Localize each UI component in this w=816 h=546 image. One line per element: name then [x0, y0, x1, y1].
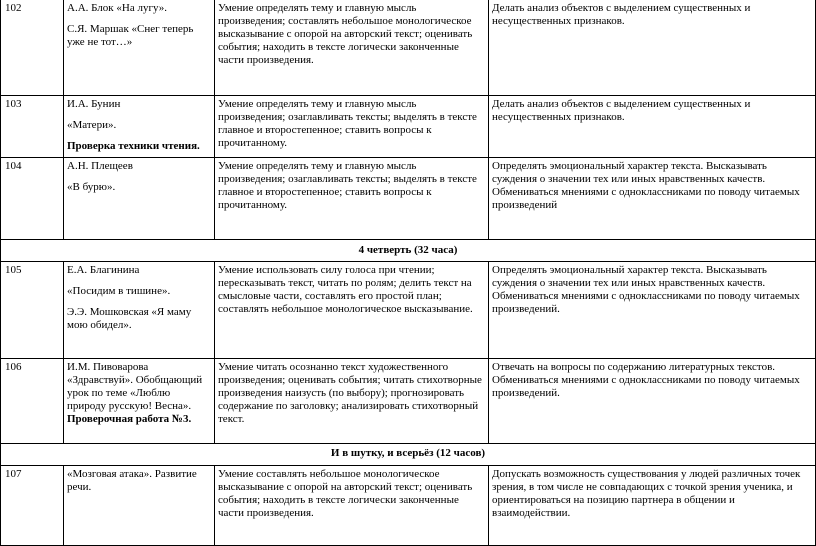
section-title: И в шутку, и всерьёз (12 часов)	[330, 447, 486, 459]
lesson-skills: Умение определять тему и главную мысль произведения; озаглавливать тексты; выделять в тексте главное и второстепенное; ставить вопросы к прочитанному.	[215, 158, 489, 239]
topic-line: «В бурю».	[67, 181, 116, 193]
topic-line-bold: Проверка техники чтения.	[67, 140, 200, 152]
lesson-number: 104	[0, 158, 64, 239]
topic-text: И.М. Пивоварова «Здравствуй». Обобщающий урок по теме «Люблю природу русскую! Весна».	[67, 361, 203, 412]
table-row	[0, 466, 816, 546]
lesson-number: 107	[0, 466, 64, 545]
table-row	[0, 158, 816, 240]
table-row	[0, 262, 816, 359]
topic-line: А.Н. Плещеев	[67, 160, 133, 172]
table-row	[0, 96, 816, 158]
topic-line: И.А. Бунин	[67, 98, 121, 110]
lesson-topic	[64, 262, 215, 358]
lesson-number: 102	[0, 0, 64, 95]
topic-line: Е.А. Благинина	[67, 264, 140, 276]
table-row	[0, 0, 816, 96]
lesson-number: 105	[0, 262, 64, 358]
lesson-skills: Умение использовать силу голоса при чтении; пересказывать текст, читать по ролям; делить текст на смысловые части, составлять его простой план; составлять небольшое монологическое высказывание.	[215, 262, 489, 358]
lesson-topic: «Мозговая атака». Развитие речи.	[64, 466, 215, 545]
lesson-skills: Умение определять тему и главную мысль произведения; составлять небольшое монологическое высказывание с опорой на авторский текст; оценивать события; находить в тексте логически законченные части произведения.	[215, 0, 489, 95]
lesson-activities: Делать анализ объектов с выделением существенных и несущественных признаков.	[489, 96, 816, 157]
lesson-number: 103	[0, 96, 64, 157]
topic-line: А.А. Блок «На лугу».	[67, 2, 167, 14]
lesson-activities: Определять эмоциональный характер текста. Высказывать суждения о значении тех или иных нравственных качеств. Обмениваться мнениями с одноклассниками по поводу читаемых произведений	[489, 158, 816, 239]
lesson-number: 106	[0, 359, 64, 443]
lesson-topic	[64, 96, 215, 157]
lesson-topic	[64, 359, 215, 443]
table-row	[0, 359, 816, 444]
topic-text-bold: Проверочная работа №3.	[67, 413, 192, 425]
lesson-activities: Определять эмоциональный характер текста. Высказывать суждения о значении тех или иных нравственных качеств. Обмениваться мнениями с одноклассниками по поводу читаемых произведений.	[489, 262, 816, 358]
lesson-topic	[64, 0, 215, 95]
section-title: 4 четверть (32 часа)	[358, 244, 458, 256]
section-header	[0, 240, 816, 262]
section-header	[0, 444, 816, 466]
lesson-skills: Умение составлять небольшое монологическое высказывание с опорой на авторский текст; оценивать события; находить в тексте логически законченные части произведения.	[215, 466, 489, 545]
lesson-topic	[64, 158, 215, 239]
topic-line: «Матери».	[67, 119, 117, 131]
lesson-activities: Допускать возможность существования у людей различных точек зрения, в том числе не совпадающих с точкой зрения ученика, и ориентироваться на позицию партнера в общении и взаимодействии.	[489, 466, 816, 545]
topic-line: Э.Э. Мошковская «Я маму мою обидел».	[67, 306, 192, 331]
topic-line: «Посидим в тишине».	[67, 285, 171, 297]
topic-line: С.Я. Маршак «Снег теперь уже не тот…»	[67, 23, 194, 48]
lesson-activities: Делать анализ объектов с выделением существенных и несущественных признаков.	[489, 0, 816, 95]
lesson-skills: Умение читать осознанно текст художественного произведения; оценивать события; читать стихотворные произведения наизусть (по выбору); прогнозировать содержание по заголовку; анализировать стихотворный текст.	[215, 359, 489, 443]
lesson-activities: Отвечать на вопросы по содержанию литературных текстов. Обмениваться мнениями с одноклассниками по поводу читаемых произведений.	[489, 359, 816, 443]
lesson-skills: Умение определять тему и главную мысль произведения; озаглавливать тексты; выделять в тексте главное и второстепенное; ставить вопросы к прочитанному.	[215, 96, 489, 157]
